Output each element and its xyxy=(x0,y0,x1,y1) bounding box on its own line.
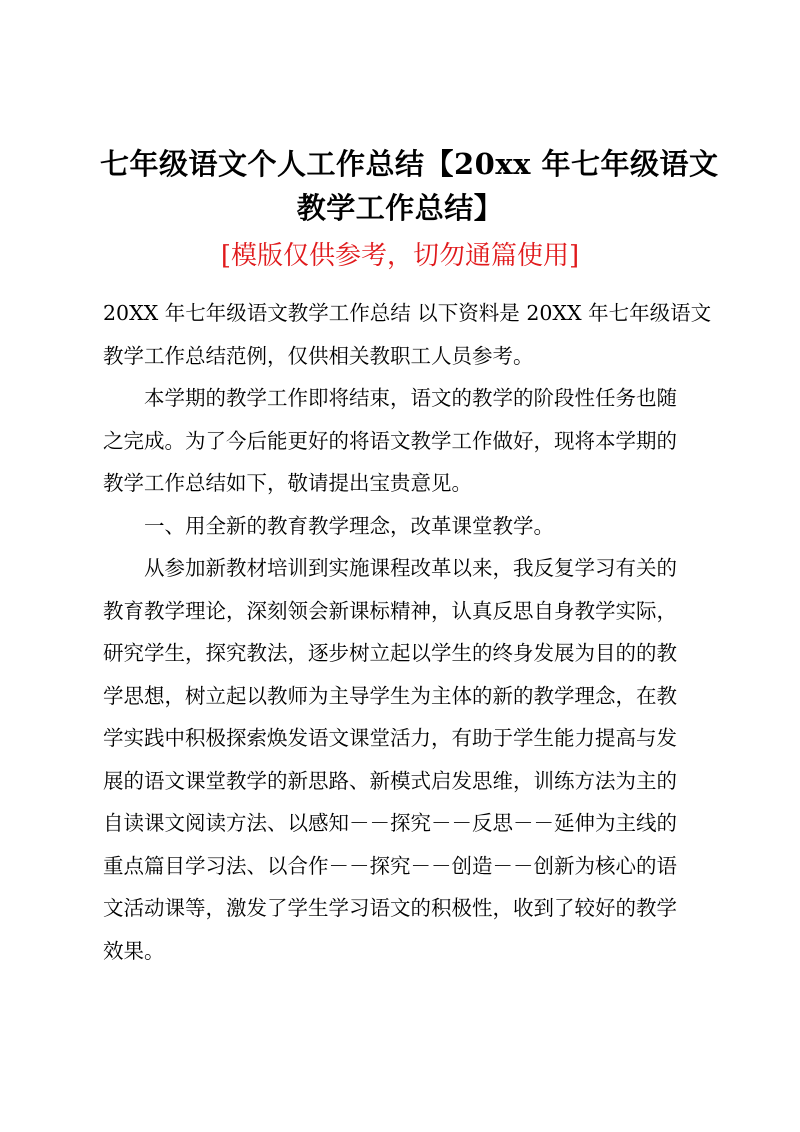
paragraph-2-line-1: 从参加新教材培训到实施课程改革以来，我反复学习有关的 xyxy=(144,556,677,580)
paragraph-1-line-1: 本学期的教学工作即将结束，语文的教学的阶段性任务也随 xyxy=(144,386,677,410)
paragraph-2-line-10: 效果。 xyxy=(103,938,165,963)
paragraph-1-line-2: 之完成。为了今后能更好的将语文教学工作做好，现将本学期的 xyxy=(103,428,677,453)
paragraph-2-line-5: 学实践中积极探索焕发语文课堂活力，有助于学生能力提高与发 xyxy=(103,726,677,750)
title-line-1: 七年级语文个人工作总结【20xx 年七年级语文 xyxy=(100,147,719,181)
template-notice: [模版仅供参考，切勿通篇使用] xyxy=(220,241,580,271)
title-line-2: 教学工作总结】 xyxy=(296,191,504,225)
paragraph-2-line-2: 教育教学理论，深刻领会新课标精神，认真反思自身教学实际， xyxy=(103,598,677,623)
section-heading-1: 一、用全新的教育教学理念，改革课堂教学。 xyxy=(144,513,554,538)
paragraph-2-line-4: 学思想，树立起以教师为主导学生为主体的新的教学理念，在教 xyxy=(103,683,677,708)
intro-line-2: 教学工作总结范例，仅供相关教职工人员参考。 xyxy=(103,343,534,368)
paragraph-2-line-8: 重点篇目学习法、以合作－－探究－－创造－－创新为核心的语 xyxy=(103,853,677,878)
paragraph-2-line-9: 文活动课等，激发了学生学习语文的积极性，收到了较好的教学 xyxy=(103,896,677,920)
document-title xyxy=(100,142,719,230)
intro-line-1: 20XX 年七年级语文教学工作总结 以下资料是 20XX 年七年级语文 xyxy=(103,301,712,325)
paragraph-2-line-3: 研究学生，探究教法，逐步树立起以学生的终身发展为目的的教 xyxy=(103,641,677,665)
paragraph-2-line-7: 自读课文阅读方法、以感知－－探究－－反思－－延伸为主线的 xyxy=(103,811,677,835)
paragraph-2-line-6: 展的语文课堂教学的新思路、新模式启发思维，训练方法为主的 xyxy=(103,768,677,793)
paragraph-1-line-3: 教学工作总结如下，敬请提出宝贵意见。 xyxy=(103,471,472,495)
document-body xyxy=(103,292,712,972)
